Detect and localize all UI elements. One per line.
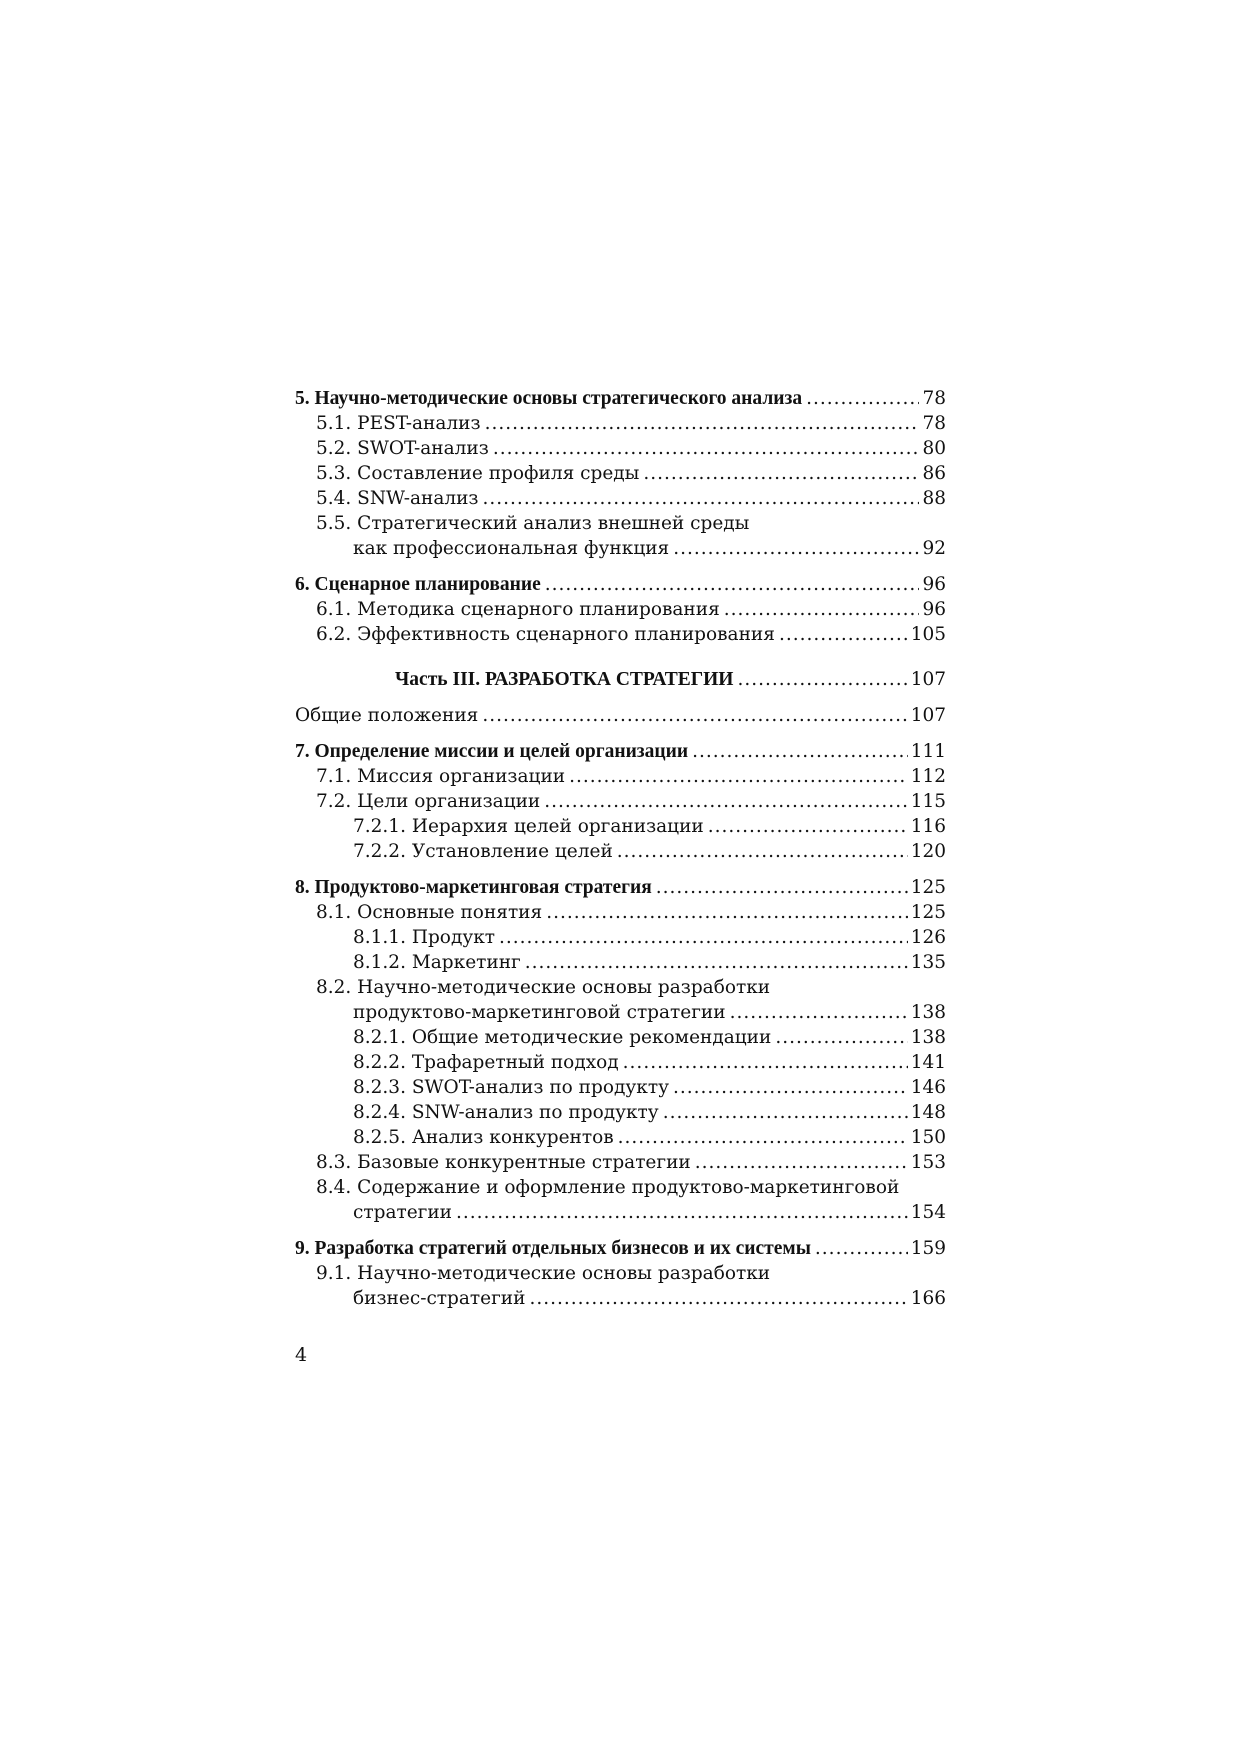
dot-leader — [499, 925, 908, 950]
toc-entry-page: 125 — [910, 877, 946, 898]
dot-leader — [617, 839, 908, 864]
toc-entry-title: Общие положения — [295, 705, 479, 726]
toc-entry-title: 8.2. Научно-методические основы разработки — [316, 977, 771, 998]
table-of-contents — [295, 386, 946, 1311]
toc-section-5-1 — [295, 411, 946, 436]
toc-section-5-3 — [295, 461, 946, 486]
toc-entry-page: 166 — [910, 1288, 946, 1309]
toc-entry-page: 115 — [910, 791, 946, 812]
toc-general-provisions — [295, 703, 946, 728]
toc-entry-title: бизнес-стратегий — [353, 1288, 526, 1309]
dot-leader — [779, 622, 908, 647]
dot-leader — [546, 900, 908, 925]
toc-section-7-2-1 — [295, 814, 946, 839]
toc-entry-title: 8. Продуктово-маркетинговая стратегия — [295, 877, 652, 898]
dot-leader — [695, 1150, 908, 1175]
dot-leader — [737, 667, 907, 692]
toc-entry-title: Часть III. РАЗРАБОТКА СТРАТЕГИИ — [395, 669, 734, 690]
dot-leader — [493, 436, 920, 461]
toc-entry-page: 80 — [922, 438, 946, 459]
toc-entry-title: 7.2.2. Установление целей — [353, 841, 613, 862]
page-number: 4 — [295, 1344, 308, 1366]
toc-entry-page: 92 — [922, 538, 946, 559]
toc-section-8-2-5 — [295, 1125, 946, 1150]
spacer — [295, 561, 946, 572]
spacer — [295, 864, 946, 875]
toc-entry-page: 105 — [910, 624, 946, 645]
dot-leader — [482, 703, 907, 728]
dot-leader — [673, 1075, 908, 1100]
toc-section-8-2-line1 — [295, 975, 946, 1000]
toc-entry-title: 7.2.1. Иерархия целей организации — [353, 816, 704, 837]
toc-entry-page: 96 — [922, 574, 946, 595]
toc-entry-page: 146 — [910, 1077, 946, 1098]
spacer — [295, 728, 946, 739]
toc-section-8-2-1 — [295, 1025, 946, 1050]
toc-chapter-8 — [295, 875, 946, 900]
dot-leader — [815, 1236, 908, 1261]
toc-entry-title: 8.2.4. SNW-анализ по продукту — [353, 1102, 659, 1123]
spacer — [295, 647, 946, 667]
toc-entry-title: стратегии — [353, 1202, 453, 1223]
dot-leader — [485, 411, 920, 436]
toc-section-8-4-line2 — [295, 1200, 946, 1225]
toc-entry-page: 159 — [910, 1238, 946, 1259]
toc-entry-page: 78 — [922, 388, 946, 409]
toc-section-6-1 — [295, 597, 946, 622]
toc-entry-page: 150 — [910, 1127, 946, 1148]
toc-entry-page: 126 — [910, 927, 946, 948]
toc-entry-page: 148 — [910, 1102, 946, 1123]
toc-entry-title: 7.1. Миссия организации — [316, 766, 566, 787]
toc-entry-page: 135 — [910, 952, 946, 973]
toc-entry-title: 8.3. Базовые конкурентные стратегии — [316, 1152, 691, 1173]
toc-section-5-5-line2 — [295, 536, 946, 561]
toc-section-8-2-3 — [295, 1075, 946, 1100]
toc-entry-page: 107 — [910, 705, 946, 726]
toc-entry-page: 111 — [910, 741, 946, 762]
toc-entry-title: 5.4. SNW-анализ — [316, 488, 479, 509]
dot-leader — [775, 1025, 907, 1050]
toc-entry-page: 120 — [910, 841, 946, 862]
dot-leader — [656, 875, 908, 900]
toc-entry-title: 8.1.2. Маркетинг — [353, 952, 521, 973]
toc-entry-title: 5.1. PEST-анализ — [316, 413, 481, 434]
dot-leader — [618, 1125, 908, 1150]
toc-chapter-6 — [295, 572, 946, 597]
toc-entry-title: 6. Сценарное планирование — [295, 574, 541, 595]
dot-leader — [708, 814, 908, 839]
toc-entry-title: 8.1. Основные понятия — [316, 902, 543, 923]
toc-entry-title: 8.1.1. Продукт — [353, 927, 496, 948]
dot-leader — [663, 1100, 908, 1125]
toc-section-8-3 — [295, 1150, 946, 1175]
toc-section-8-2-4 — [295, 1100, 946, 1125]
dot-leader — [544, 789, 907, 814]
dot-leader — [643, 461, 919, 486]
toc-entry-title: 5.2. SWOT-анализ — [316, 438, 489, 459]
toc-section-9-1-line1 — [295, 1261, 946, 1286]
dot-leader — [525, 950, 908, 975]
toc-entry-page: 107 — [910, 669, 946, 690]
toc-chapter-5 — [295, 386, 946, 411]
toc-section-5-4 — [295, 486, 946, 511]
toc-entry-title: 8.2.1. Общие методические рекомендации — [353, 1027, 772, 1048]
toc-entry-page: 112 — [910, 766, 946, 787]
dot-leader — [483, 486, 920, 511]
toc-entry-title: 5.5. Стратегический анализ внешней среды — [316, 513, 750, 534]
dot-leader — [545, 572, 920, 597]
dot-leader — [730, 1000, 908, 1025]
toc-entry-page: 116 — [910, 816, 946, 837]
toc-chapter-7 — [295, 739, 946, 764]
dot-leader — [673, 536, 919, 561]
toc-entry-title: 6.1. Методика сценарного планирования — [316, 599, 720, 620]
toc-section-6-2 — [295, 622, 946, 647]
toc-entry-page: 86 — [922, 463, 946, 484]
toc-section-7-2-2 — [295, 839, 946, 864]
dot-leader — [692, 739, 908, 764]
toc-entry-title: 5.3. Составление профиля среды — [316, 463, 640, 484]
toc-entry-title: 7.2. Цели организации — [316, 791, 541, 812]
toc-entry-title: 8.2.5. Анализ конкурентов — [353, 1127, 614, 1148]
toc-entry-title: 8.2.3. SWOT-анализ по продукту — [353, 1077, 669, 1098]
toc-entry-title: 8.2.2. Трафаретный подход — [353, 1052, 619, 1073]
toc-section-5-2 — [295, 436, 946, 461]
toc-section-8-1 — [295, 900, 946, 925]
toc-section-8-2-2 — [295, 1050, 946, 1075]
toc-entry-title: 7. Определение миссии и целей организации — [295, 741, 689, 762]
toc-section-7-2 — [295, 789, 946, 814]
toc-entry-title: как профессиональная функция — [353, 538, 670, 559]
toc-entry-page: 154 — [910, 1202, 946, 1223]
dot-leader — [806, 386, 919, 411]
spacer — [295, 1225, 946, 1236]
toc-entry-title: 5. Научно-методические основы стратегического анализа — [295, 388, 803, 409]
toc-part-3 — [295, 667, 946, 692]
dot-leader — [456, 1200, 908, 1225]
toc-section-8-4-line1 — [295, 1175, 946, 1200]
toc-section-9-1-line2 — [295, 1286, 946, 1311]
toc-entry-page: 88 — [922, 488, 946, 509]
dot-leader — [724, 597, 920, 622]
toc-section-8-2-line2 — [295, 1000, 946, 1025]
toc-entry-page: 141 — [910, 1052, 946, 1073]
toc-section-8-1-2 — [295, 950, 946, 975]
toc-section-5-5-line1 — [295, 511, 946, 536]
spacer — [295, 692, 946, 703]
toc-entry-title: продуктово-маркетинговой стратегии — [353, 1002, 726, 1023]
toc-entry-page: 78 — [922, 413, 946, 434]
toc-section-7-1 — [295, 764, 946, 789]
toc-section-8-1-1 — [295, 925, 946, 950]
toc-chapter-9 — [295, 1236, 946, 1261]
toc-entry-title: 9.1. Научно-методические основы разработки — [316, 1263, 771, 1284]
dot-leader — [569, 764, 908, 789]
toc-entry-page: 153 — [910, 1152, 946, 1173]
toc-entry-page: 96 — [922, 599, 946, 620]
toc-entry-title: 8.4. Содержание и оформление продуктово-маркетинговой — [316, 1177, 900, 1198]
dot-leader — [529, 1286, 907, 1311]
toc-entry-page: 138 — [910, 1002, 946, 1023]
toc-entry-page: 125 — [910, 902, 946, 923]
toc-entry-title: 9. Разработка стратегий отдельных бизнесов и их системы — [295, 1238, 811, 1259]
dot-leader — [623, 1050, 908, 1075]
toc-entry-page: 138 — [910, 1027, 946, 1048]
toc-entry-title: 6.2. Эффективность сценарного планирования — [316, 624, 775, 645]
